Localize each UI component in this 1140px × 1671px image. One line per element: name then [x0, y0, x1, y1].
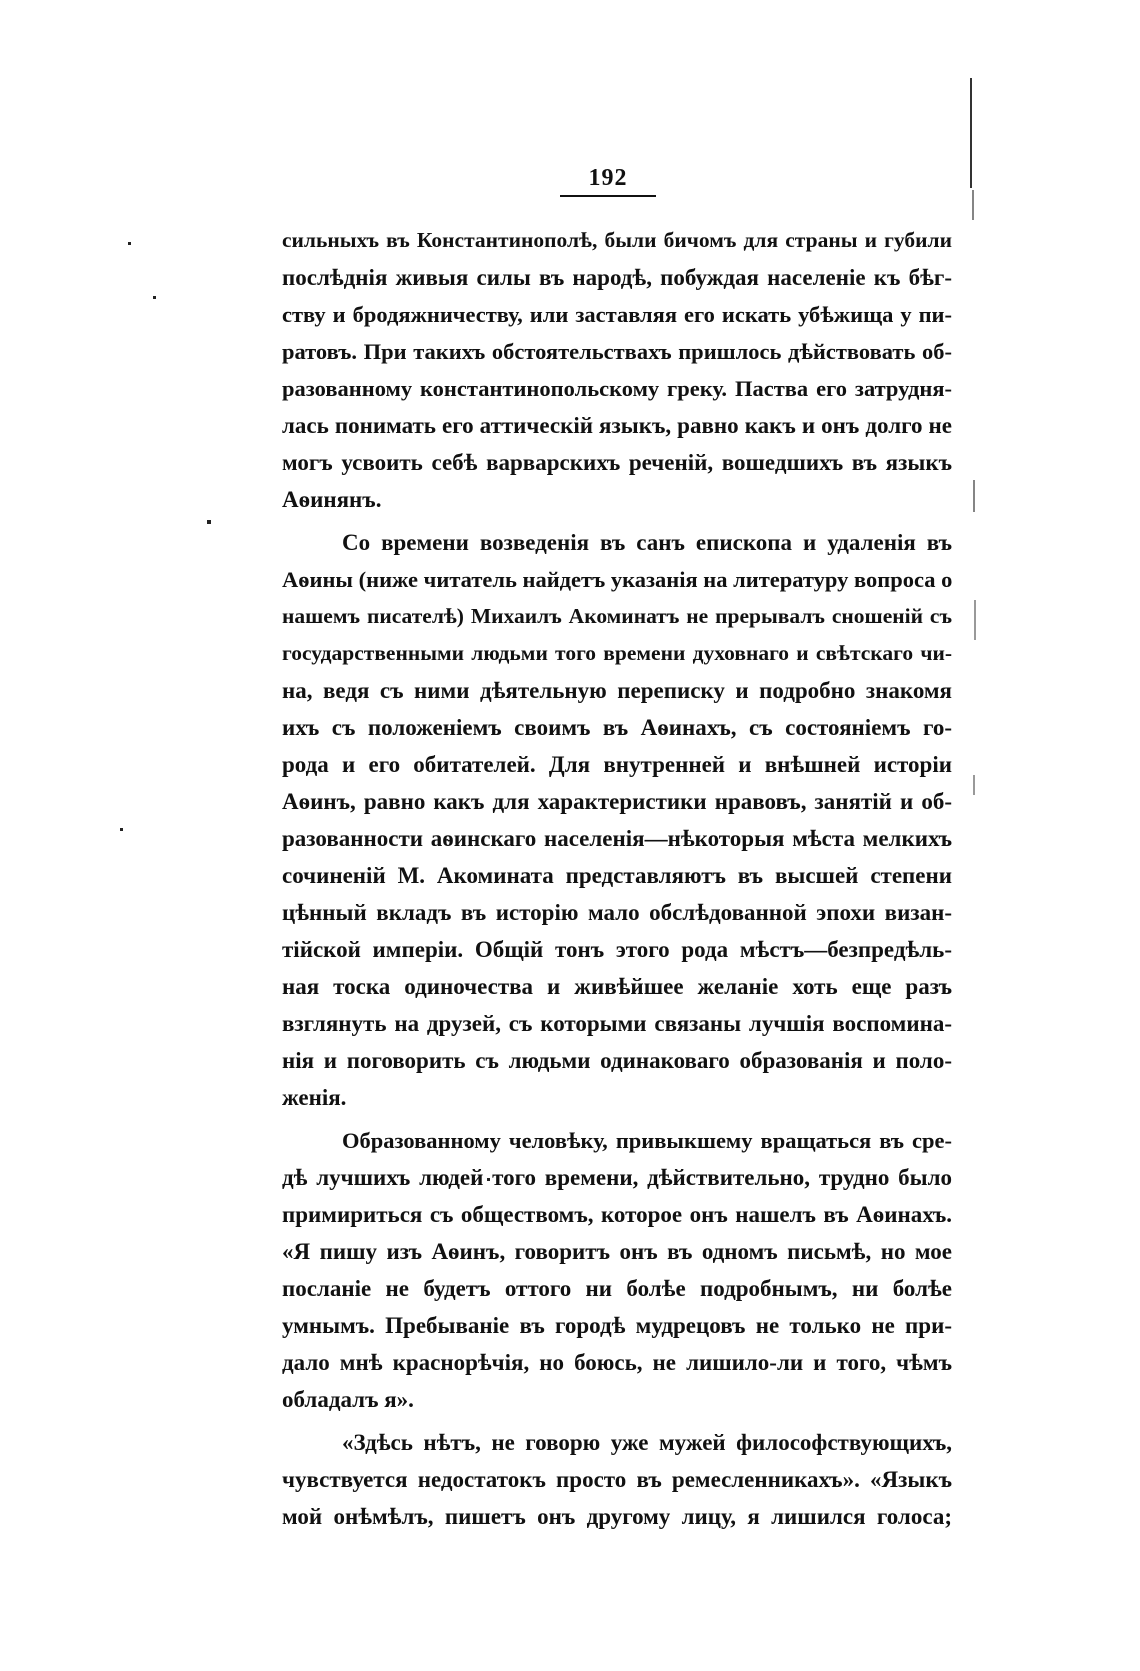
text-line: мой онѣмѣлъ, пишетъ онъ другому лицу, я лишился голоса; [282, 1504, 952, 1529]
text-line: цѣнный вкладъ въ исторію мало обслѣдованной эпохи визан- [282, 900, 952, 925]
scan-speck [153, 296, 156, 299]
text-line: взглянуть на друзей, съ которыми связаны лучшія воспомина- [282, 1011, 952, 1036]
scan-page-edge [973, 480, 975, 512]
text-line: разованности аѳинскаго населенія—нѣкоторыя мѣста мелкихъ [282, 826, 952, 851]
scan-page-edge [972, 190, 974, 220]
text-line: ратовъ. При такихъ обстоятельствахъ пришлось дѣйствовать об- [282, 339, 952, 364]
text-line: «Здѣсь нѣтъ, не говорю уже мужей философствующихъ, [342, 1430, 952, 1455]
text-line: примириться съ обществомъ, которое онъ нашелъ въ Аѳинахъ. [282, 1202, 952, 1227]
text-line: ихъ съ положеніемъ своимъ въ Аѳинахъ, съ состояніемъ го- [282, 715, 952, 740]
text-line: женія. [282, 1085, 347, 1110]
text-line: нія и поговорить съ людьми одинаковаго образованія и поло- [282, 1048, 952, 1073]
text-line: Образованному человѣку, привыкшему вращаться въ сре- [342, 1128, 952, 1153]
paragraph-2 [282, 524, 952, 1116]
text-line: разованному константинопольскому греку. Паства его затрудня- [282, 376, 952, 401]
text-line: «Я пишу изъ Аѳинъ, говоритъ онъ въ одномъ письмѣ, но мое [282, 1239, 952, 1264]
text-line: чувствуется недостатокъ просто въ ремесленникахъ». «Языкъ [282, 1467, 952, 1492]
page-number-rule [560, 195, 656, 197]
text-line: посланіе не будетъ оттого ни болѣе подробнымъ, ни болѣе [282, 1276, 952, 1301]
scan-page-edge [970, 78, 972, 188]
body-text [282, 222, 952, 1541]
scan-speck [128, 242, 131, 245]
page-number: 192 [588, 165, 628, 191]
scan-page-edge [974, 600, 976, 640]
text-line: рода и его обитателей. Для внутренней и внѣшней исторіи [282, 752, 952, 777]
text-line: ная тоска одиночества и живѣйшее желаніе хоть еще разъ [282, 974, 952, 999]
text-line: государственными людьми того времени духовнаго и свѣтскаго чи- [282, 641, 952, 665]
text-line: Со времени возведенія въ санъ епископа и удаленія въ [342, 530, 952, 555]
text-line: Аѳинянъ. [282, 487, 382, 512]
text-line: сочиненій М. Акомината представляютъ въ высшей степени [282, 863, 952, 888]
text-line: послѣднія живыя силы въ народѣ, побуждая населеніе къ бѣг- [282, 265, 952, 290]
paragraph-4 [282, 1424, 952, 1535]
text-line: умнымъ. Пребываніе въ городѣ мудрецовъ не только не при- [282, 1313, 952, 1338]
scan-speck [207, 520, 211, 524]
text-line: дѣ лучшихъ людей того времени, дѣйствительно, трудно было [282, 1165, 952, 1190]
text-line: дало мнѣ краснорѣчія, но боюсь, не лишило-ли и того, чѣмъ [282, 1350, 952, 1375]
text-line: нашемъ писателѣ) Михаилъ Акоминатъ не прерывалъ сношеній съ [282, 604, 952, 628]
text-line: на, ведя съ ними дѣятельную переписку и подробно знакомя [282, 678, 952, 703]
text-line: Аѳинъ, равно какъ для характеристики нравовъ, занятій и об- [282, 789, 952, 814]
text-line: сильныхъ въ Константинополѣ, были бичомъ для страны и губили [282, 228, 952, 252]
text-line: лась понимать его аттическій языкъ, равно какъ и онъ долго не [282, 413, 952, 438]
text-line: тійской имперіи. Общій тонъ этого рода мѣстъ—безпредѣль- [282, 937, 952, 962]
text-line: ству и бродяжничеству, или заставляя его искать убѣжища у пи- [282, 302, 952, 327]
text-line: обладалъ я». [282, 1387, 414, 1412]
scan-speck [120, 828, 123, 831]
text-line: Аѳины (ниже читатель найдетъ указанія на литературу вопроса о [282, 567, 953, 592]
scan-page-edge [973, 775, 975, 795]
text-line: могъ усвоить себѣ варварскихъ реченій, вошедшихъ въ языкъ [282, 450, 952, 475]
paragraph-1 [282, 222, 952, 518]
paragraph-3 [282, 1122, 952, 1418]
